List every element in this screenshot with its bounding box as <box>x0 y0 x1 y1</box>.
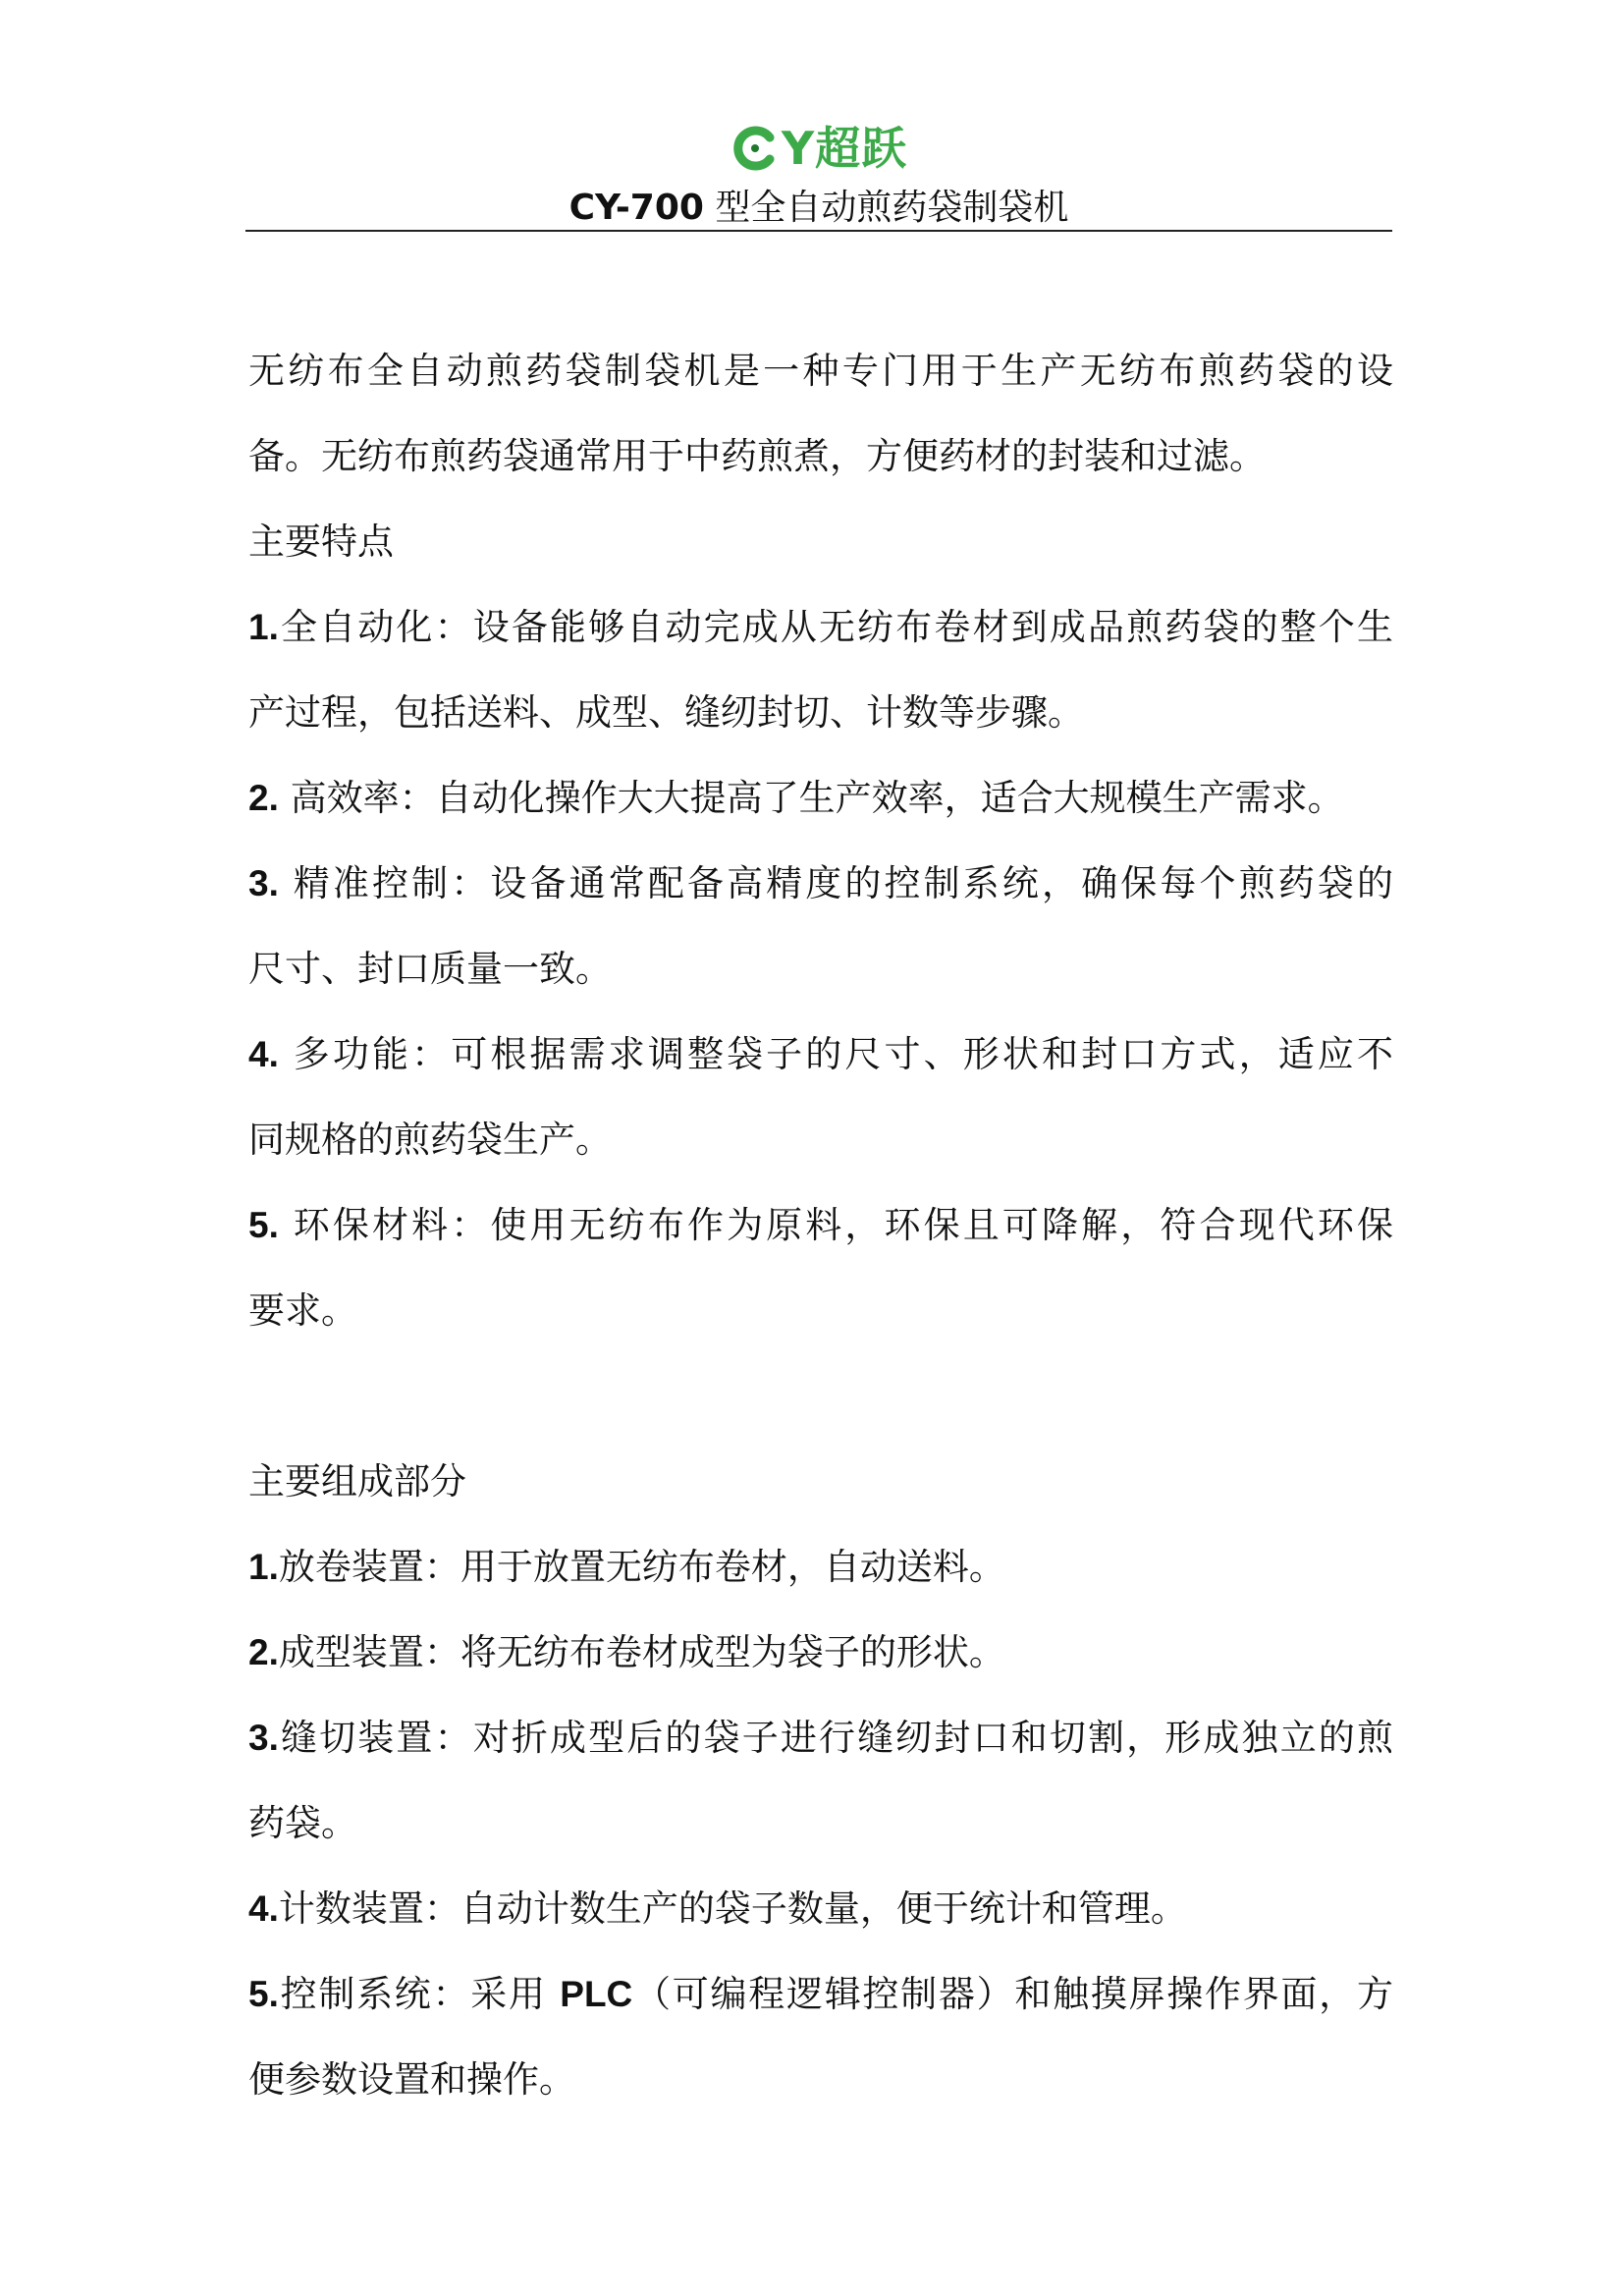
feature-item-4 <box>248 1011 1393 1097</box>
features-heading: 主要特点 <box>248 520 394 563</box>
component-number: 4. <box>248 1888 279 1929</box>
brand-logo-text: Y超跃 <box>781 122 908 175</box>
brand-logo <box>730 118 907 179</box>
component-number: 3. <box>248 1718 279 1758</box>
feature-number: 3. <box>248 863 279 903</box>
feature-item-1-cont: 产过程，包括送料、成型、缝纫封切、计数等步骤。 <box>248 691 1084 734</box>
document-title <box>245 185 1392 232</box>
feature-item-1 <box>248 584 1393 670</box>
plc-term: PLC <box>560 1974 633 2014</box>
feature-item-5-cont: 要求。 <box>248 1289 357 1332</box>
feature-item-3 <box>248 841 1393 926</box>
intro-line-2: 备。无纺布煎药袋通常用于中药煎煮，方便药材的封装和过滤。 <box>248 435 1266 477</box>
feature-number: 2. <box>248 778 279 818</box>
component-number: 1. <box>248 1547 279 1587</box>
feature-text: 多功能：可根据需求调整袋子的尺寸、形状和封口方式，适应不 <box>278 1033 1393 1075</box>
component-number: 5. <box>248 1974 279 2014</box>
section-spacer <box>248 1353 1393 1439</box>
c-ring-logo-icon <box>730 124 780 173</box>
feature-item-5 <box>248 1182 1393 1268</box>
feature-text: 高效率：自动化操作大大提高了生产效率，适合大规模生产需求。 <box>278 777 1344 819</box>
component-text: 放卷装置：用于放置无纺布卷材，自动送料。 <box>278 1546 1005 1588</box>
component-item-2 <box>248 1610 1393 1695</box>
feature-item-4-cont: 同规格的煎药袋生产。 <box>248 1119 612 1161</box>
feature-item-3-cont: 尺寸、封口质量一致。 <box>248 948 612 990</box>
feature-item-2 <box>248 755 1393 841</box>
component-item-5 <box>248 1951 1393 2037</box>
title-text: 型全自动煎药袋制袋机 <box>703 188 1069 228</box>
component-item-1 <box>248 1524 1393 1610</box>
component-item-3 <box>248 1695 1393 1780</box>
component-item-5-cont: 便参数设置和操作。 <box>248 2058 575 2101</box>
feature-number: 4. <box>248 1034 279 1074</box>
feature-number: 5. <box>248 1205 279 1245</box>
component-text: 控制系统：采用 <box>278 1973 561 2015</box>
intro-line-1: 无纺布全自动煎药袋制袋机是一种专门用于生产无纺布煎药袋的设 <box>248 350 1393 392</box>
title-model: CY-700 <box>568 188 704 228</box>
component-number: 2. <box>248 1632 279 1672</box>
components-heading: 主要组成部分 <box>248 1460 466 1503</box>
component-text: 缝切装置：对折成型后的袋子进行缝纫封口和切割，形成独立的煎 <box>278 1717 1393 1759</box>
document-body <box>248 328 1393 2122</box>
document-header <box>245 118 1392 232</box>
feature-text: 环保材料：使用无纺布作为原料，环保且可降解，符合现代环保 <box>278 1204 1393 1246</box>
feature-number: 1. <box>248 607 279 647</box>
component-text: 成型装置：将无纺布卷材成型为袋子的形状。 <box>278 1631 1005 1673</box>
feature-text: 精准控制：设备通常配备高精度的控制系统，确保每个煎药袋的 <box>278 862 1393 904</box>
component-item-4 <box>248 1866 1393 1951</box>
component-text: 计数装置：自动计数生产的袋子数量，便于统计和管理。 <box>278 1887 1187 1930</box>
component-item-3-cont: 药袋。 <box>248 1802 357 1844</box>
feature-text: 全自动化：设备能够自动完成从无纺布卷材到成品煎药袋的整个生 <box>278 606 1393 648</box>
component-text: （可编程逻辑控制器）和触摸屏操作界面，方 <box>632 1973 1394 2015</box>
header-divider <box>245 230 1392 232</box>
